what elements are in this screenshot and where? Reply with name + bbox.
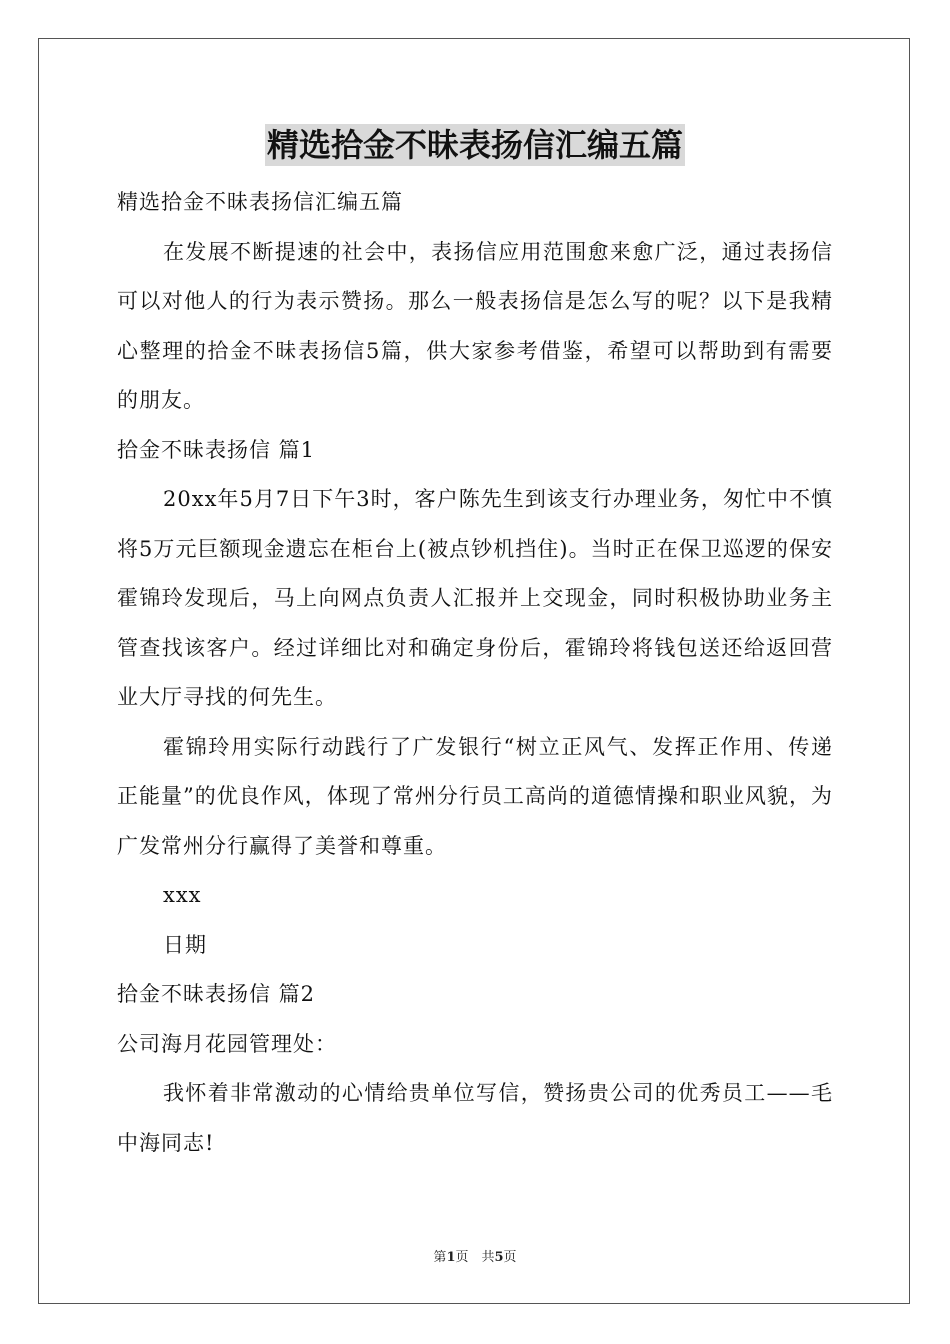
paragraph: 霍锦玲用实际行动践行了广发银行“树立正风气、发挥正作用、传递正能量”的优良作风，体现了常州分行员工高尚的道德情操和职业风貌，为广发常州分行赢得了美誉和尊重。 xyxy=(117,734,833,858)
footer-prefix: 第 xyxy=(433,1250,447,1265)
paragraph: xxx xyxy=(163,883,202,907)
paragraph: 我怀着非常激动的心情给贵单位写信，赞扬贵公司的优秀员工——毛中海同志! xyxy=(117,1081,833,1155)
paragraph: 拾金不昧表扬信 篇1 xyxy=(117,437,316,462)
paragraph: 精选拾金不昧表扬信汇编五篇 xyxy=(117,190,403,214)
footer-page-number: 1 xyxy=(446,1250,456,1265)
paragraph: 日期 xyxy=(163,932,207,957)
document-body xyxy=(117,178,833,1168)
paragraph: 在发展不断提速的社会中，表扬信应用范围愈来愈广泛，通过表扬信可以对他人的行为表示赞扬。那么一般表扬信是怎么写的呢？以下是我精心整理的拾金不昧表扬信5篇，供大家参考借鉴，希望可以帮助到有需要的朋友。 xyxy=(117,239,833,412)
document-title: 精选拾金不昧表扬信汇编五篇 xyxy=(266,126,683,164)
footer-mid: 页 共 xyxy=(455,1250,495,1265)
footer-suffix: 页 xyxy=(503,1250,517,1265)
paragraph: 公司海月花园管理处： xyxy=(117,1031,337,1056)
paragraph: 拾金不昧表扬信 篇2 xyxy=(117,982,316,1006)
footer-total-pages: 5 xyxy=(494,1250,504,1265)
paragraph: 20xx年5月7日下午3时，客户陈先生到该支行办理业务，匆忙中不慎将5万元巨额现金遗忘在柜台上(被点钞机挡住)。当时正在保卫巡逻的保安霍锦玲发现后，马上向网点负责人汇报并上交现金，同时积极协助业务主管查找该客户。经过详细比对和确定身份后，霍锦玲将钱包送还给返回营业大厅寻找的何先生。 xyxy=(117,487,833,709)
title-wrap xyxy=(0,124,950,166)
page-footer xyxy=(0,1246,950,1265)
